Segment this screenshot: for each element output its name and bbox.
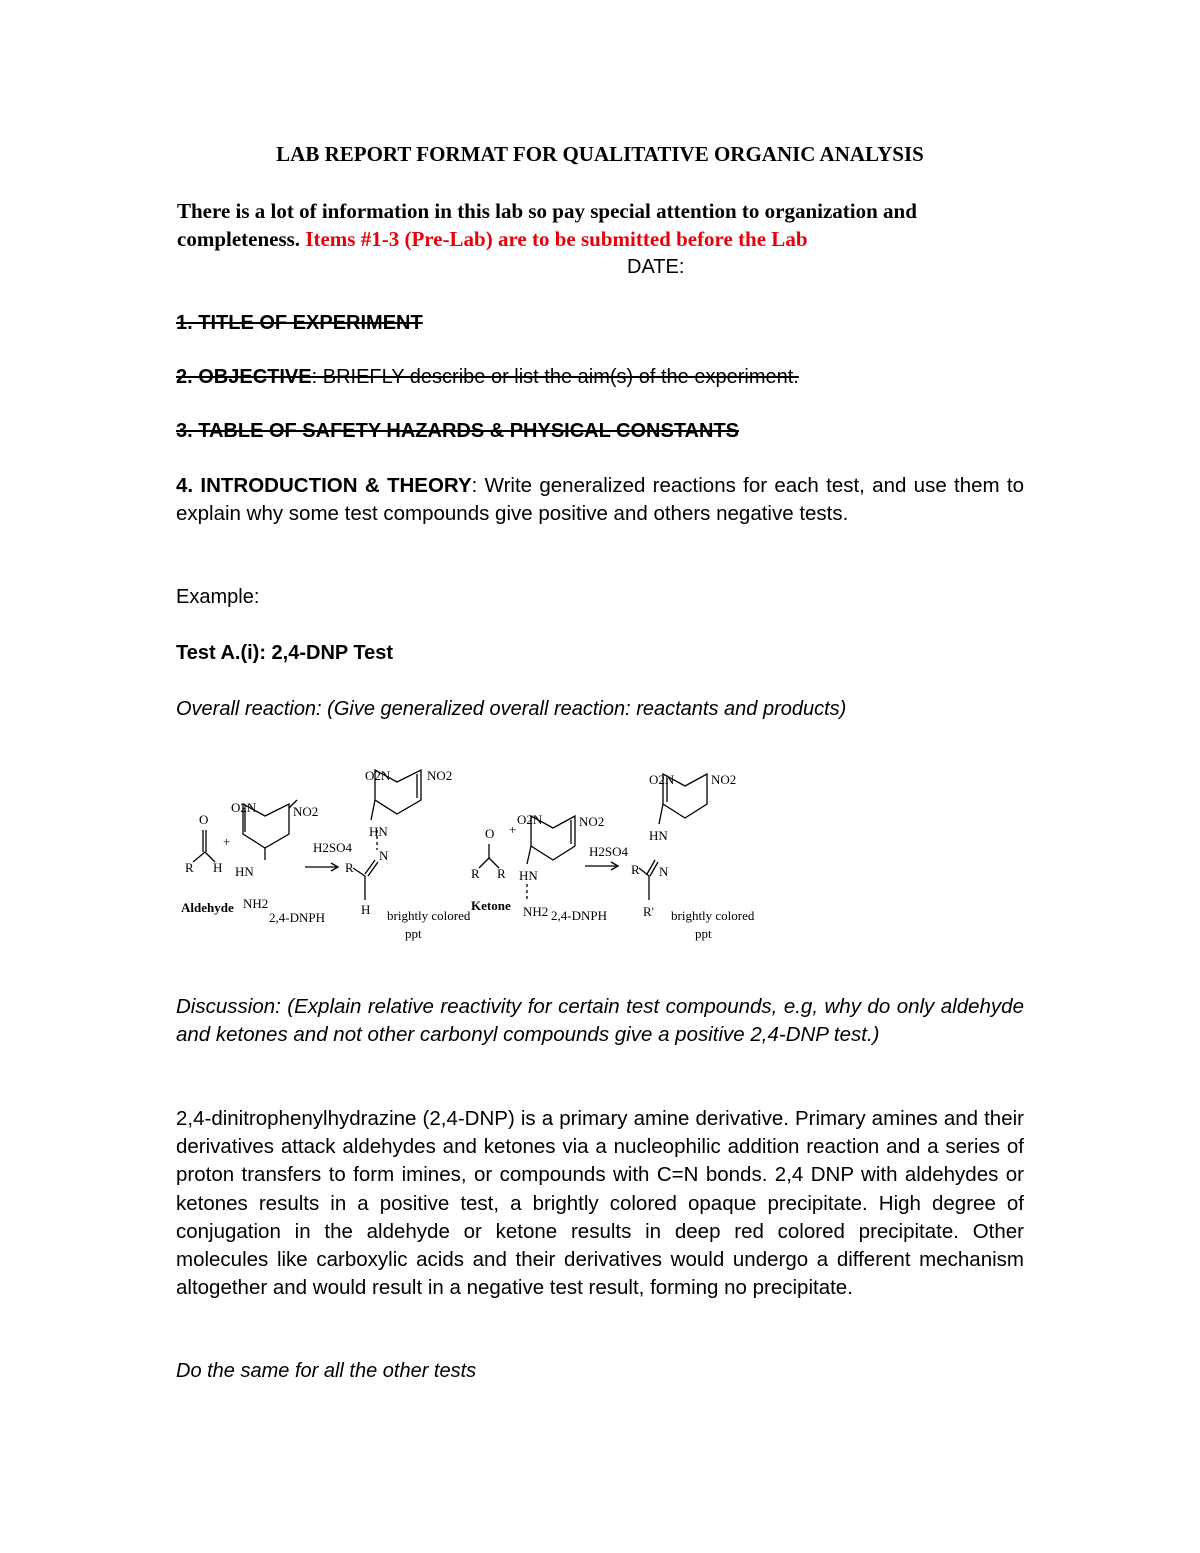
intro-text: There is a lot of information in this lab so pay special attention to organization and completeness. [177,199,917,251]
product-1-h: H [361,902,371,917]
product-2-no2: NO2 [711,772,737,787]
reagent-2-no2: NO2 [579,814,605,829]
date-field: DATE: [627,256,685,278]
document-title: LAB REPORT FORMAT FOR QUALITATIVE ORGANIC ANALYSIS [276,142,924,166]
intro-paragraph [177,197,1027,253]
item-title-of-experiment: 1. TITLE OF EXPERIMENT [176,312,423,334]
product-1-hn: HN [369,824,388,839]
plus-sign-2: + [509,822,517,837]
ketone-r-bond-1 [479,858,489,868]
ketone-oxygen: O [485,826,495,841]
scheme-labels [181,768,755,941]
prelab-notice: Items #1-3 (Pre-Lab) are to be submitted before the Lab [305,227,808,251]
ketone-reaction [479,774,707,902]
discussion-prompt: Discussion: (Explain relative reactivity for certain test compounds, e.g, why do only aldehyde and ketones and not other carbonyl compounds give a positive 2,4-DNP test.) [176,995,1024,1047]
overall-reaction-prompt: Overall reaction: (Give generalized overall reaction: reactants and products) [176,698,847,720]
ketone-r-2: R [497,866,506,881]
product-1-label-line1: brightly colored [387,908,471,923]
product-1-r: R [345,860,354,875]
reagent-2-nh2: NH2 [523,904,549,919]
product-1-cr-bond [353,868,365,876]
product-1-o2n: O2N [365,768,391,783]
test-heading: Test A.(i): 2,4-DNP Test [176,642,394,664]
product-2-n: N [659,864,669,879]
reagent-2-label: 2,4-DNPH [551,908,607,923]
product-1-n: N [379,848,389,863]
reagent-1-hn: HN [235,864,254,879]
item-introduction-theory: 4. INTRODUCTION & THEORY: Write generalized reactions for each test, and use them to explain why some test compounds give positive and others negative tests. [176,474,1024,526]
product-1-cn-bond-2 [368,862,378,876]
example-label: Example: [176,586,260,608]
product-2-o2n: O2N [649,772,675,787]
ketone-label: Ketone [471,898,511,913]
product-2-cn-bond-2 [650,862,658,876]
product-2-r-prime: R' [643,904,655,919]
product-2-label-line1: brightly colored [671,908,755,923]
reaction-scheme-diagram [165,760,765,960]
ring-2-hn-bond [371,800,375,820]
product-1-cn-bond-1 [365,860,375,874]
date-label: DATE [627,256,679,278]
reagent-1-label: 2,4-DNPH [269,910,325,925]
reagent-1-no2: NO2 [293,804,319,819]
product-1-no2: NO2 [427,768,453,783]
discussion-body: 2,4-dinitrophenylhydrazine (2,4-DNP) is a primary amine derivative. Primary amines and their derivatives attack aldehydes and ketones via a nucleophilic addition reaction and a series of proton transfers to form imines, or compounds with C=N bonds. 2,4 DNP with aldehydes or ketones results in a positive test, a brightly colored opaque precipitate. High degree of conjugation in the aldehyde or ketone results in deep red colored precipitate. Other molecules like carboxylic acids and their derivatives would undergo a different mechanism altogether and would result in a negative test result, forming no precipitate. [176,1107,1024,1300]
aldehyde-r: R [185,860,194,875]
reagent-1-nh2: NH2 [243,896,269,911]
product-1-label-line2: ppt [405,926,422,941]
reagent-1-o2n: O2N [231,800,257,815]
closing-instruction: Do the same for all the other tests [176,1360,477,1382]
ketone-r-1: R [471,866,480,881]
product-2-label-line2: ppt [695,926,712,941]
plus-sign-1: + [223,834,231,849]
product-2-hn: HN [649,828,668,843]
product-2-cn-bond-1 [647,860,655,874]
product-2-r: R [631,862,640,877]
item-safety-table: 3. TABLE OF SAFETY HAZARDS & PHYSICAL CONSTANTS [176,420,739,442]
acid-catalyst-1: H2SO4 [313,840,353,855]
aldehyde-label: Aldehyde [181,900,234,915]
item-objective: 2. OBJECTIVE: BRIEFLY describe or list the aim(s) of the experiment. [176,366,799,388]
reagent-2-hn: HN [519,868,538,883]
aldehyde-h: H [213,860,223,875]
ring-3-hn-bond [527,846,531,864]
acid-catalyst-2: H2SO4 [589,844,629,859]
aldehyde-oxygen: O [199,812,209,827]
reagent-2-o2n: O2N [517,812,543,827]
ring-4-hn-bond [659,804,663,824]
aldehyde-r-bond [193,852,205,862]
